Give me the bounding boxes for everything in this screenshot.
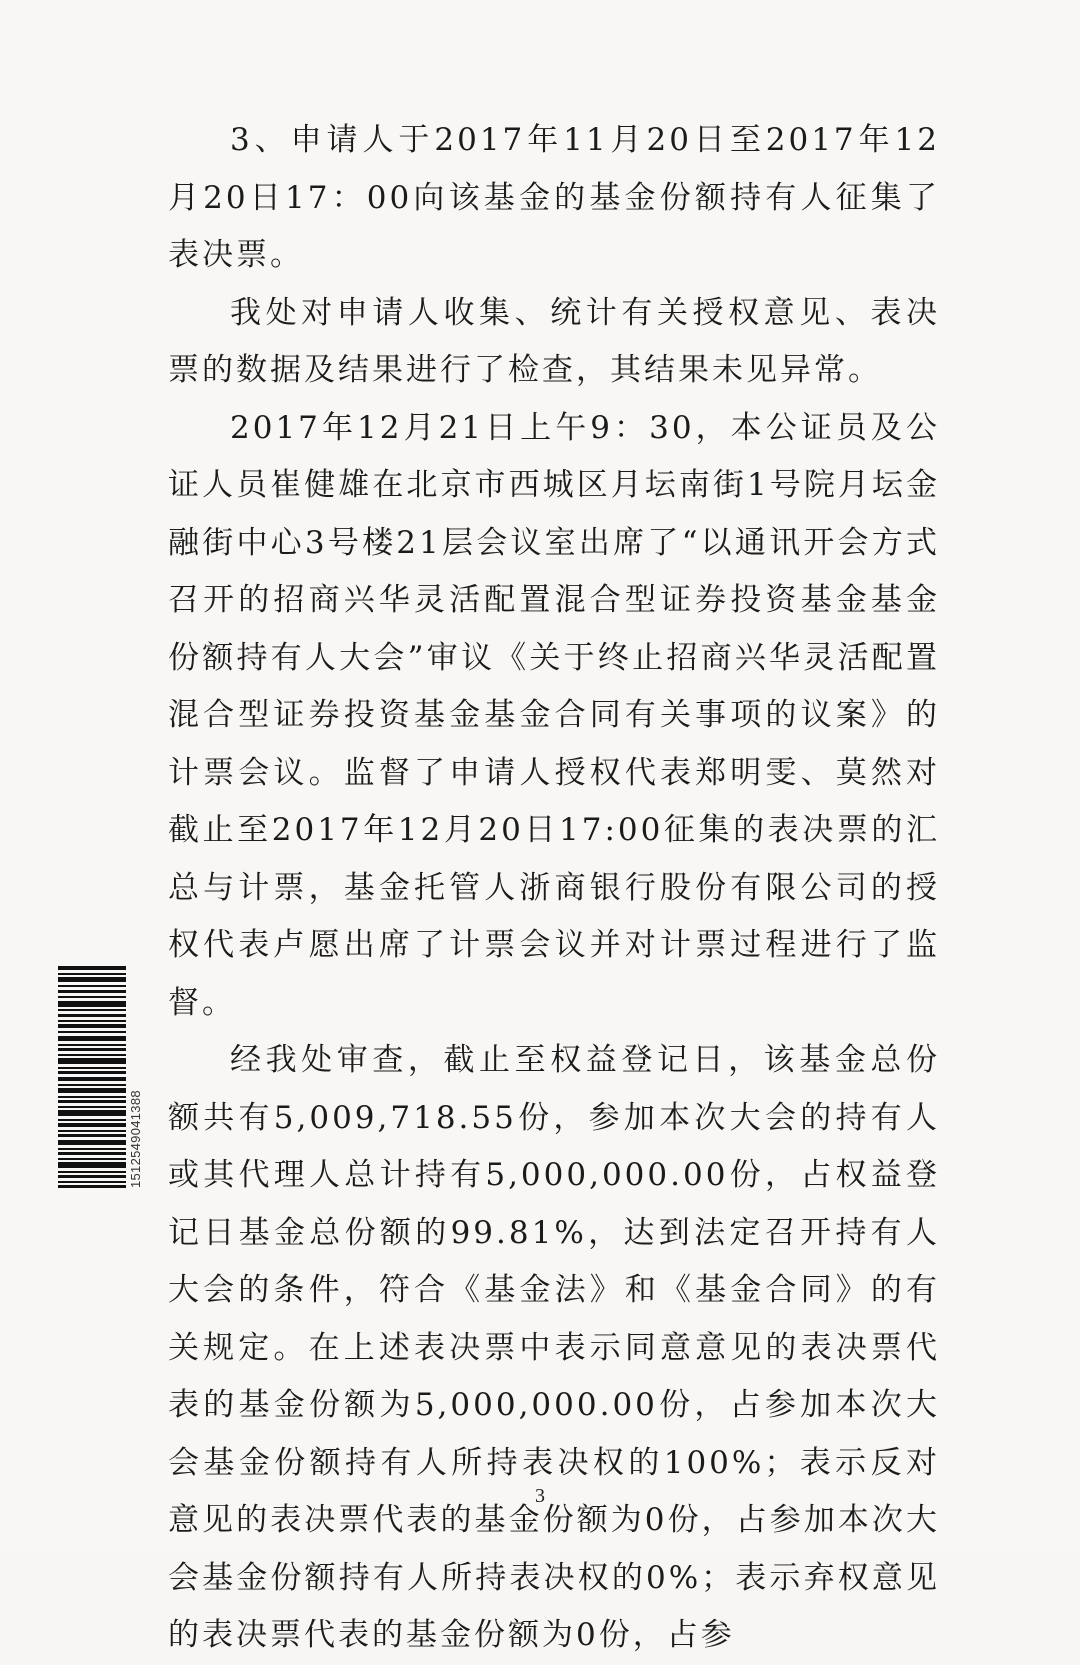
paragraph-counting-meeting: 2017年12月21日上午9：30，本公证员及公证人员崔健雄在北京市西城区月坛南街1号院月坛金融街中心3号楼21层会议室出席了“以通讯开会方式召开的招商兴华灵活配置混合型证券投资基金基金份额持有人大会”审议《关于终止招商兴华灵活配置混合型证券投资基金基金合同有关事项的议案》的计票会议。监督了申请人授权代表郑明雯、莫然对截止至2017年12月20日17:00征集的表决票的汇总与计票，基金托管人浙商银行股份有限公司的授权代表卢愿出席了计票会议并对计票过程进行了监督。 [168, 409, 940, 1021]
paragraph-data-check: 我处对申请人收集、统计有关授权意见、表决票的数据及结果进行了检查，其结果未见异常。 [168, 294, 940, 388]
barcode-graphic [58, 966, 126, 1188]
page-number: 3 [535, 1485, 545, 1507]
document-body [168, 112, 940, 1665]
paragraph-review-result: 经我处审查，截止至权益登记日，该基金总份额共有5,009,718.55份，参加本次大会的持有人或其代理人总计持有5,000,000.00份，占权益登记日基金总份额的99.81%，达到法定召开持有人大会的条件，符合《基金法》和《基金合同》的有关规定。在上述表决票中表示同意意见的表决票代表的基金份额为5,000,000.00份，占参加本次大会基金份额持有人所持表决权的100%；表示反对意见的表决票代表的基金份额为0份，占参加本次大会基金份额持有人所持表决权的0%；表示弃权意见的表决票代表的基金份额为0份，占参 [168, 1042, 940, 1653]
paragraph-voting-period: 3、申请人于2017年11月20日至2017年12月20日17：00向该基金的基金份额持有人征集了表决票。 [168, 122, 940, 273]
barcode-number: 1512549041388 [128, 1090, 143, 1188]
